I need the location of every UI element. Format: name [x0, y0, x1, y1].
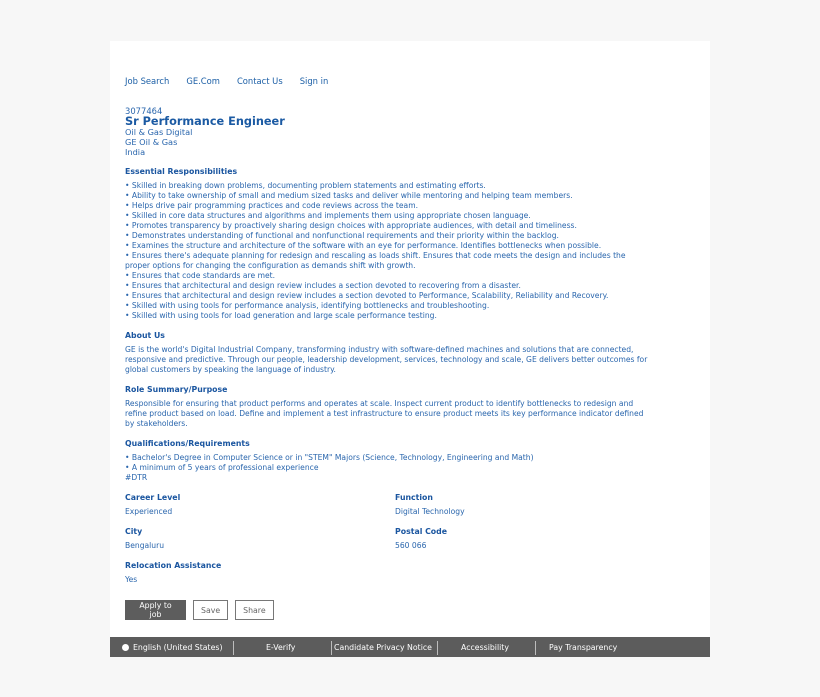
section-responsibilities	[125, 167, 650, 321]
detail-postal-code	[395, 527, 650, 551]
job-id: 3077464	[125, 106, 163, 116]
job-details-grid	[125, 493, 650, 585]
nav-job-search[interactable]: Job Search	[125, 76, 170, 86]
detail-value: Yes	[125, 575, 138, 584]
footer-link-privacy-notice[interactable]: Candidate Privacy Notice	[334, 642, 432, 652]
footer-link-accessibility[interactable]: Accessibility	[461, 642, 509, 652]
job-posting-page	[110, 41, 710, 657]
detail-value: Bengaluru	[125, 541, 165, 550]
detail-label: Relocation Assistance	[125, 561, 222, 570]
detail-value: Experienced	[125, 507, 173, 516]
job-business: Oil & Gas Digital	[125, 127, 193, 137]
section-heading: Essential Responsibilities	[125, 167, 238, 176]
language-selector[interactable]	[122, 637, 223, 657]
footer-bar	[110, 637, 710, 657]
section-qualifications	[125, 439, 650, 483]
language-label: English (United States)	[133, 642, 223, 652]
about-us-text: GE is the world's Digital Industrial Company, transforming industry with software-defined machines and solutions that are connected, responsive and predictive. Through our people, leadership development, services, technology and scale, GE delivers better outcomes for global customers by speaking the language of industry.	[125, 345, 648, 374]
section-role-summary	[125, 385, 650, 429]
job-title: Sr Performance Engineer	[125, 115, 285, 128]
nav-sign-in[interactable]: Sign in	[299, 76, 329, 86]
qualifications-list	[125, 453, 650, 483]
footer-divider	[233, 641, 234, 655]
job-actions	[125, 600, 274, 620]
list-item: • Examines the structure and architecture of the software with an eye for performance. Identifies bottlenecks when possible.	[125, 241, 602, 250]
list-item: • Bachelor's Degree in Computer Science or in "STEM" Majors (Science, Technology, Engineering and Math)	[125, 453, 534, 462]
detail-city	[125, 527, 395, 551]
list-item: • Skilled in core data structures and algorithms and implements them using appropriate chosen language.	[125, 211, 531, 220]
list-item: • Skilled with using tools for performance analysis, identifying bottlenecks and troubleshooting.	[125, 301, 490, 310]
role-summary-text: Responsible for ensuring that product performs and operates at scale. Inspect current product to identify bottlenecks to redesign and refine product based on load. Define and implement a test infrastructure to ensure product meets its key performance indicator defined by stakeholders.	[125, 399, 644, 428]
detail-career-level	[125, 493, 395, 517]
top-nav	[125, 76, 345, 86]
save-button[interactable]: Save	[193, 600, 228, 620]
footer-divider	[437, 641, 438, 655]
list-item: • A minimum of 5 years of professional experience	[125, 463, 319, 472]
list-item: #DTR	[125, 473, 148, 482]
detail-label: Postal Code	[395, 527, 448, 536]
list-item: • Demonstrates understanding of functional and nonfunctional requirements and their priority within the backlog.	[125, 231, 559, 240]
apply-button[interactable]: Apply to job	[125, 600, 186, 620]
job-meta	[125, 127, 650, 157]
section-heading: Qualifications/Requirements	[125, 439, 250, 448]
responsibilities-list	[125, 181, 650, 321]
list-item: • Skilled with using tools for load generation and large scale performance testing.	[125, 311, 437, 320]
list-item: • Ensures that architectural and design review includes a section devoted to Performance, Scalability, Reliability and Recovery.	[125, 291, 609, 300]
detail-value: 560 066	[395, 541, 427, 550]
job-content	[125, 106, 650, 585]
job-company: GE Oil & Gas	[125, 137, 178, 147]
job-country: India	[125, 147, 146, 157]
globe-icon	[122, 644, 129, 651]
list-item: • Promotes transparency by proactively sharing design choices with appropriate audiences, with detail and timeliness.	[125, 221, 577, 230]
list-item: • Helps drive pair programming practices and code reviews across the team.	[125, 201, 419, 210]
detail-label: Function	[395, 493, 433, 502]
share-button[interactable]: Share	[235, 600, 274, 620]
list-item: • Skilled in breaking down problems, documenting problem statements and estimating efforts.	[125, 181, 486, 190]
section-heading: About Us	[125, 331, 165, 340]
list-item: • Ability to take ownership of small and medium sized tasks and deliver while mentoring and helping team members.	[125, 191, 573, 200]
nav-ge-com[interactable]: GE.Com	[186, 76, 220, 86]
footer-link-pay-transparency[interactable]: Pay Transparency	[549, 642, 618, 652]
nav-contact-us[interactable]: Contact Us	[236, 76, 283, 86]
detail-value: Digital Technology	[395, 507, 465, 516]
section-heading: Role Summary/Purpose	[125, 385, 228, 394]
list-item: • Ensures that architectural and design review includes a section devoted to recovering from a disaster.	[125, 281, 521, 290]
detail-function	[395, 493, 650, 517]
section-about-us	[125, 331, 650, 375]
footer-divider	[535, 641, 536, 655]
detail-relocation	[125, 561, 395, 585]
detail-label: City	[125, 527, 143, 536]
footer-divider	[331, 641, 332, 655]
footer-link-e-verify[interactable]: E-Verify	[266, 642, 296, 652]
detail-label: Career Level	[125, 493, 181, 502]
list-item: • Ensures that code standards are met.	[125, 271, 276, 280]
list-item: • Ensures there's adequate planning for redesign and rescaling as loads shift. Ensures that code meets the design and includes the proper options for changing the configuration as demands shift with growth.	[125, 251, 626, 270]
